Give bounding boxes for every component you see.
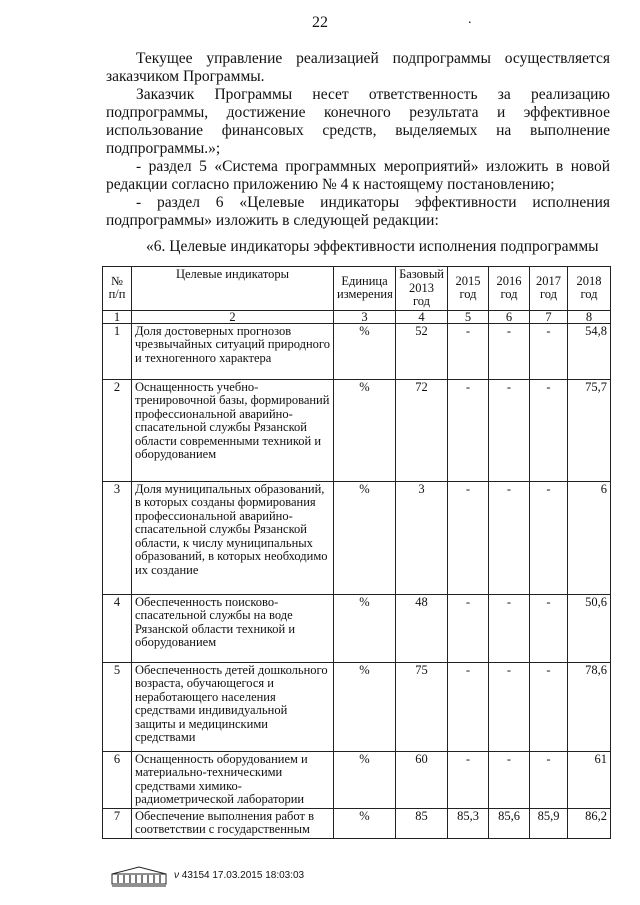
row-value-2015: - xyxy=(448,662,489,751)
page-number: 22 xyxy=(312,14,328,31)
paragraph-section-6: - раздел 6 «Целевые индикаторы эффективности исполнения подпрограммы» изложить в следующей редакции: xyxy=(106,194,610,229)
row-base-value: 75 xyxy=(396,662,448,751)
row-value-2017: - xyxy=(530,323,568,379)
row-value-2015: - xyxy=(448,379,489,481)
row-unit: % xyxy=(334,751,396,808)
row-indicator: Доля муниципальных образований, в которых созданы формирования профессиональной аварийно-спасательной службы Рязанской области, к числу муниципальных образований, в которых необходимо их создание xyxy=(132,481,334,594)
column-number: 2 xyxy=(132,310,334,323)
header-2018: 2018 год xyxy=(568,267,611,311)
row-value-2017: - xyxy=(530,662,568,751)
row-indicator: Обеспеченность поисково-спасательной службы на воде Рязанской области техникой и оборудованием xyxy=(132,594,334,662)
row-value-2016: 85,6 xyxy=(489,808,530,838)
row-value-2017: 85,9 xyxy=(530,808,568,838)
row-value-2018: 6 xyxy=(568,481,611,594)
row-unit: % xyxy=(334,594,396,662)
row-value-2018: 78,6 xyxy=(568,662,611,751)
row-value-2018: 86,2 xyxy=(568,808,611,838)
row-value-2015: 85,3 xyxy=(448,808,489,838)
row-value-2016: - xyxy=(489,662,530,751)
column-number-row xyxy=(103,310,611,323)
page-dot: . xyxy=(468,12,472,27)
column-number: 1 xyxy=(103,310,132,323)
footer-registration-text: 43154 17.03.2015 18:03:03 xyxy=(181,870,305,881)
footer-registration xyxy=(174,870,304,881)
row-indicator: Обеспеченность детей дошкольного возраста, обучающегося и неработающего населения средствами индивидуальной защиты и медицинскими средствами xyxy=(132,662,334,751)
paragraph-management: Текущее управление реализацией подпрограммы осуществляется заказчиком Программы. xyxy=(106,50,610,85)
row-indicator: Доля достоверных прогнозов чрезвычайных ситуаций природного и техногенного характера xyxy=(132,323,334,379)
row-number: 1 xyxy=(103,323,132,379)
row-base-value: 85 xyxy=(396,808,448,838)
row-base-value: 48 xyxy=(396,594,448,662)
header-2017: 2017 год xyxy=(530,267,568,311)
paragraph-section-5: - раздел 5 «Система программных мероприятий» изложить в новой редакции согласно приложению № 4 к настоящему постановлению; xyxy=(106,158,610,193)
row-value-2016: - xyxy=(489,323,530,379)
row-unit: % xyxy=(334,379,396,481)
row-number: 5 xyxy=(103,662,132,751)
table-row xyxy=(103,594,611,662)
row-value-2018: 61 xyxy=(568,751,611,808)
row-base-value: 72 xyxy=(396,379,448,481)
header-unit: Единица измерения xyxy=(334,267,396,311)
row-value-2017: - xyxy=(530,594,568,662)
table-row xyxy=(103,481,611,594)
column-number: 4 xyxy=(396,310,448,323)
header-base-year: Базовый 2013 год xyxy=(396,267,448,311)
row-value-2017: - xyxy=(530,379,568,481)
row-number: 4 xyxy=(103,594,132,662)
header-2016: 2016 год xyxy=(489,267,530,311)
row-number: 7 xyxy=(103,808,132,838)
row-value-2016: - xyxy=(489,594,530,662)
row-unit: % xyxy=(334,323,396,379)
row-value-2016: - xyxy=(489,481,530,594)
row-number: 2 xyxy=(103,379,132,481)
column-number: 8 xyxy=(568,310,611,323)
row-value-2018: 54,8 xyxy=(568,323,611,379)
row-value-2018: 75,7 xyxy=(568,379,611,481)
row-indicator: Обеспечение выполнения работ в соответствии с государственным xyxy=(132,808,334,838)
row-base-value: 52 xyxy=(396,323,448,379)
row-indicator: Оснащенность оборудованием и материально-техническими средствами химико-радиометрической лаборатории xyxy=(132,751,334,808)
signature-mark-icon: ν xyxy=(174,870,179,881)
column-number: 6 xyxy=(489,310,530,323)
row-indicator: Оснащенность учебно-тренировочной базы, формирований профессиональной аварийно-спасательной службы Рязанской области современными техникой и оборудованием xyxy=(132,379,334,481)
column-number: 7 xyxy=(530,310,568,323)
table-row xyxy=(103,808,611,838)
row-value-2017: - xyxy=(530,751,568,808)
row-value-2016: - xyxy=(489,751,530,808)
row-number: 6 xyxy=(103,751,132,808)
table-row xyxy=(103,323,611,379)
row-unit: % xyxy=(334,481,396,594)
table-row xyxy=(103,379,611,481)
document-footer xyxy=(108,864,408,890)
row-number: 3 xyxy=(103,481,132,594)
header-2015: 2015 год xyxy=(448,267,489,311)
section-title: «6. Целевые индикаторы эффективности исполнения подпрограммы xyxy=(146,238,599,255)
table-row xyxy=(103,662,611,751)
row-value-2015: - xyxy=(448,751,489,808)
row-value-2015: - xyxy=(448,323,489,379)
column-number: 5 xyxy=(448,310,489,323)
row-unit: % xyxy=(334,808,396,838)
row-value-2016: - xyxy=(489,379,530,481)
table-header-row xyxy=(103,267,611,311)
row-value-2015: - xyxy=(448,481,489,594)
header-indicator: Целевые индикаторы xyxy=(132,267,334,311)
building-stamp-icon xyxy=(108,864,170,888)
row-base-value: 60 xyxy=(396,751,448,808)
row-value-2017: - xyxy=(530,481,568,594)
indicators-table xyxy=(102,266,611,839)
paragraph-responsibility: Заказчик Программы несет ответственность за реализацию подпрограммы, достижение конечного результата и эффективное использование финансовых средств, выделяемых на выполнение подпрограммы.»; xyxy=(106,86,610,157)
row-value-2018: 50,6 xyxy=(568,594,611,662)
table-row xyxy=(103,751,611,808)
row-unit: % xyxy=(334,662,396,751)
header-number: № п/п xyxy=(103,267,132,311)
row-base-value: 3 xyxy=(396,481,448,594)
column-number: 3 xyxy=(334,310,396,323)
row-value-2015: - xyxy=(448,594,489,662)
